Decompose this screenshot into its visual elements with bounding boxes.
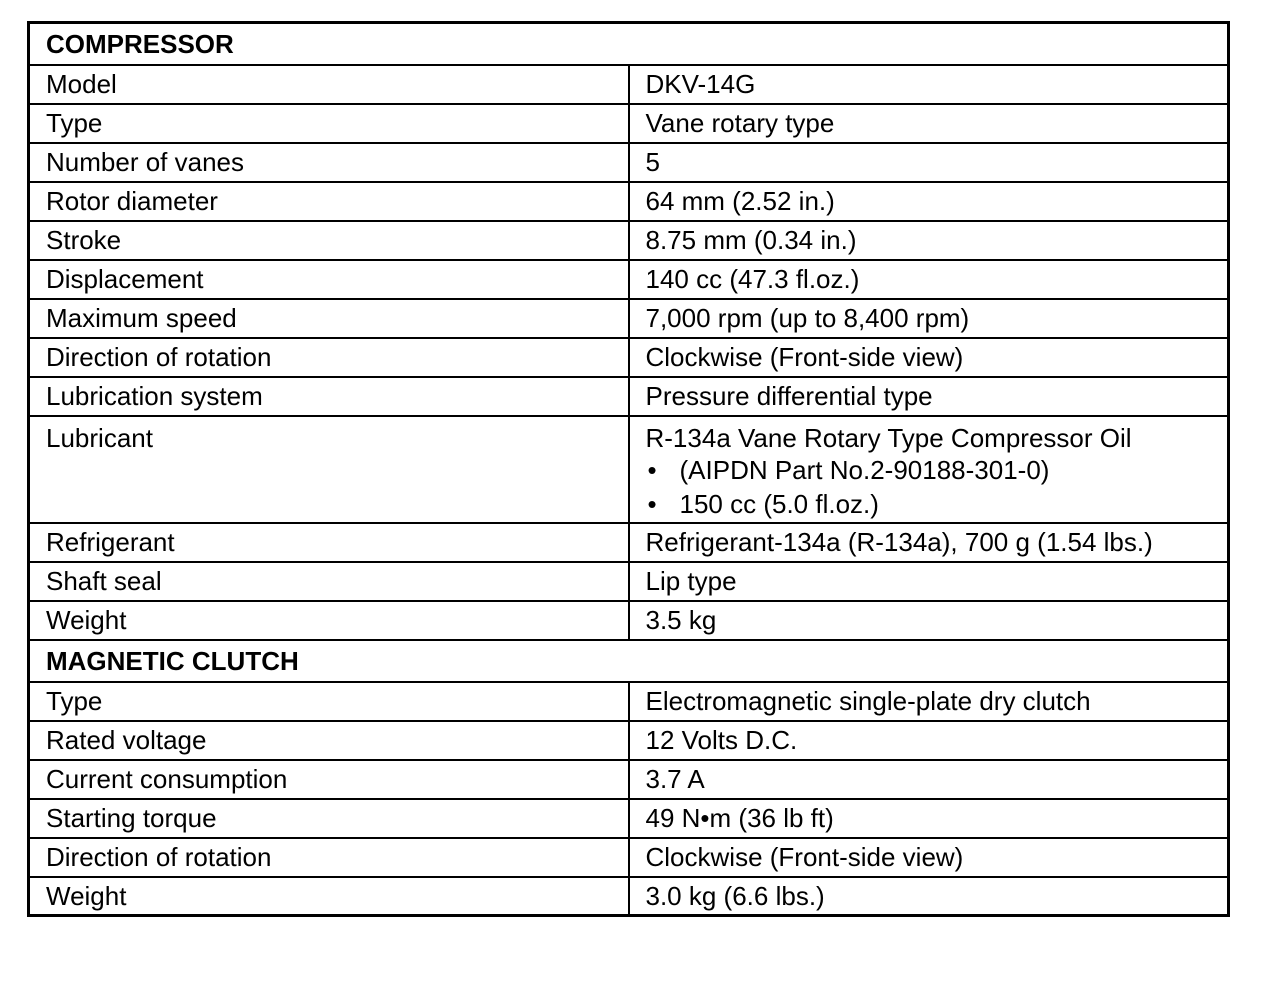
row-value: 140 cc (47.3 fl.oz.)	[629, 260, 1229, 299]
table-row	[29, 377, 1229, 416]
row-value: 5	[629, 143, 1229, 182]
row-label: Rated voltage	[29, 721, 629, 760]
row-value: Lip type	[629, 562, 1229, 601]
row-label: Weight	[29, 877, 629, 916]
table-row	[29, 799, 1229, 838]
row-label: Stroke	[29, 221, 629, 260]
row-value: Electromagnetic single-plate dry clutch	[629, 682, 1229, 721]
table-row	[29, 143, 1229, 182]
spec-table-body	[29, 23, 1229, 916]
row-value: 12 Volts D.C.	[629, 721, 1229, 760]
row-label: Direction of rotation	[29, 838, 629, 877]
row-value: DKV-14G	[629, 65, 1229, 104]
row-label: Lubricant	[29, 416, 629, 523]
row-value: 3.5 kg	[629, 601, 1229, 640]
row-value: Vane rotary type	[629, 104, 1229, 143]
bullet-text: 150 cc (5.0 fl.oz.)	[679, 488, 879, 519]
row-label: Starting torque	[29, 799, 629, 838]
section-header-row	[29, 640, 1229, 682]
row-value: 3.7 A	[629, 760, 1229, 799]
spec-table	[27, 21, 1230, 917]
table-row	[29, 338, 1229, 377]
table-row	[29, 562, 1229, 601]
row-label: Refrigerant	[29, 523, 629, 562]
table-row	[29, 182, 1229, 221]
table-row	[29, 721, 1229, 760]
bullet-icon: •	[647, 488, 657, 519]
table-row	[29, 760, 1229, 799]
row-label: Shaft seal	[29, 562, 629, 601]
row-label: Weight	[29, 601, 629, 640]
row-label: Rotor diameter	[29, 182, 629, 221]
row-value: Pressure differential type	[629, 377, 1229, 416]
row-label: Model	[29, 65, 629, 104]
table-row	[29, 104, 1229, 143]
section-title-compressor: COMPRESSOR	[29, 23, 1229, 65]
row-value-multiline	[629, 416, 1229, 523]
table-row	[29, 299, 1229, 338]
table-row	[29, 877, 1229, 916]
section-title-magnetic-clutch: MAGNETIC CLUTCH	[29, 640, 1229, 682]
row-value: 64 mm (2.52 in.)	[629, 182, 1229, 221]
table-row	[29, 523, 1229, 562]
row-value: Clockwise (Front-side view)	[629, 838, 1229, 877]
row-label: Direction of rotation	[29, 338, 629, 377]
table-row	[29, 65, 1229, 104]
row-value: R-134a Vane Rotary Type Compressor Oil	[645, 422, 1132, 453]
row-label: Maximum speed	[29, 299, 629, 338]
table-row	[29, 838, 1229, 877]
bullet-text: (AIPDN Part No.2-90188-301-0)	[679, 454, 1050, 485]
table-row	[29, 682, 1229, 721]
table-row	[29, 601, 1229, 640]
row-label: Type	[29, 682, 629, 721]
row-label: Type	[29, 104, 629, 143]
row-value: 49 N•m (36 lb ft)	[629, 799, 1229, 838]
row-value: Refrigerant-134a (R-134a), 700 g (1.54 lbs.)	[629, 523, 1229, 562]
section-header-row	[29, 23, 1229, 65]
table-row	[29, 221, 1229, 260]
bullet-item	[646, 487, 1228, 521]
row-value: 3.0 kg (6.6 lbs.)	[629, 877, 1229, 916]
table-row-lubricant	[29, 416, 1229, 523]
row-value: Clockwise (Front-side view)	[629, 338, 1229, 377]
row-value: 7,000 rpm (up to 8,400 rpm)	[629, 299, 1229, 338]
bullet-item	[646, 453, 1228, 487]
bullet-icon: •	[647, 454, 657, 485]
row-label: Lubrication system	[29, 377, 629, 416]
row-label: Displacement	[29, 260, 629, 299]
row-value: 8.75 mm (0.34 in.)	[629, 221, 1229, 260]
row-label: Current consumption	[29, 760, 629, 799]
table-row	[29, 260, 1229, 299]
row-label: Number of vanes	[29, 143, 629, 182]
